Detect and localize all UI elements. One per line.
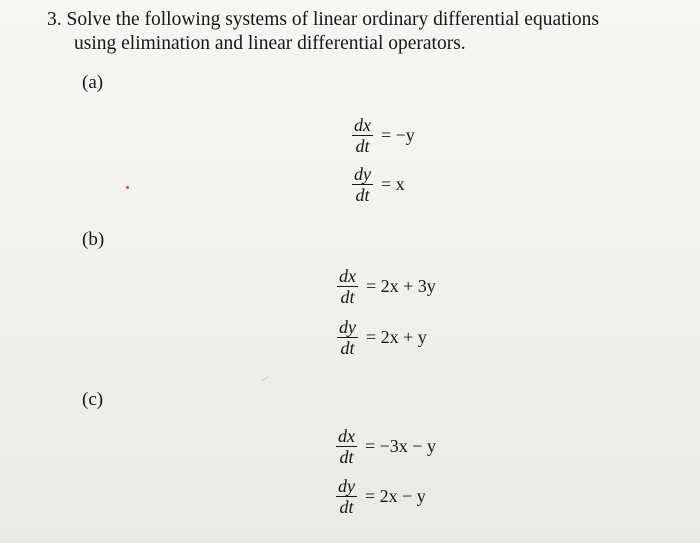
derivative-fraction xyxy=(336,426,357,467)
equation-rhs: = −3x − y xyxy=(365,436,436,456)
fraction-numerator: dy xyxy=(338,476,355,496)
fraction-denominator: dt xyxy=(339,497,354,517)
fraction-numerator: dy xyxy=(354,164,371,184)
part-b-equation-1 xyxy=(337,266,436,307)
paper-speck xyxy=(126,186,129,189)
fraction-denominator: dt xyxy=(340,287,355,307)
fraction-denominator: dt xyxy=(355,136,370,156)
fraction-denominator: dt xyxy=(355,185,370,205)
equation-rhs: = x xyxy=(381,174,405,194)
part-c-label: (c) xyxy=(82,389,104,410)
fraction-numerator: dx xyxy=(354,115,371,135)
derivative-fraction xyxy=(352,164,373,205)
problem-statement-line-2: using elimination and linear differential operators. xyxy=(74,33,466,54)
fraction-numerator: dy xyxy=(339,317,356,337)
fraction-denominator: dt xyxy=(340,338,355,358)
derivative-fraction xyxy=(337,266,358,307)
equation-rhs: = −y xyxy=(381,125,415,145)
part-c-equation-1 xyxy=(336,426,436,467)
pencil-mark xyxy=(261,376,270,384)
part-a-equation-2 xyxy=(352,164,405,205)
part-b-label: (b) xyxy=(82,229,105,250)
part-b-equation-2 xyxy=(337,317,427,358)
equation-rhs: = 2x − y xyxy=(365,486,426,506)
problem-statement-line-1: 3. Solve the following systems of linear ordinary differential equations xyxy=(47,9,600,30)
derivative-fraction xyxy=(337,317,358,358)
part-a-equation-1 xyxy=(352,115,415,156)
fraction-numerator: dx xyxy=(339,266,356,286)
derivative-fraction xyxy=(352,115,373,156)
fraction-denominator: dt xyxy=(339,447,354,467)
equation-rhs: = 2x + y xyxy=(366,327,427,347)
derivative-fraction xyxy=(336,476,357,517)
equation-rhs: = 2x + 3y xyxy=(366,276,436,296)
fraction-numerator: dx xyxy=(338,426,355,446)
part-a-label: (a) xyxy=(82,72,104,93)
part-c-equation-2 xyxy=(336,476,426,517)
